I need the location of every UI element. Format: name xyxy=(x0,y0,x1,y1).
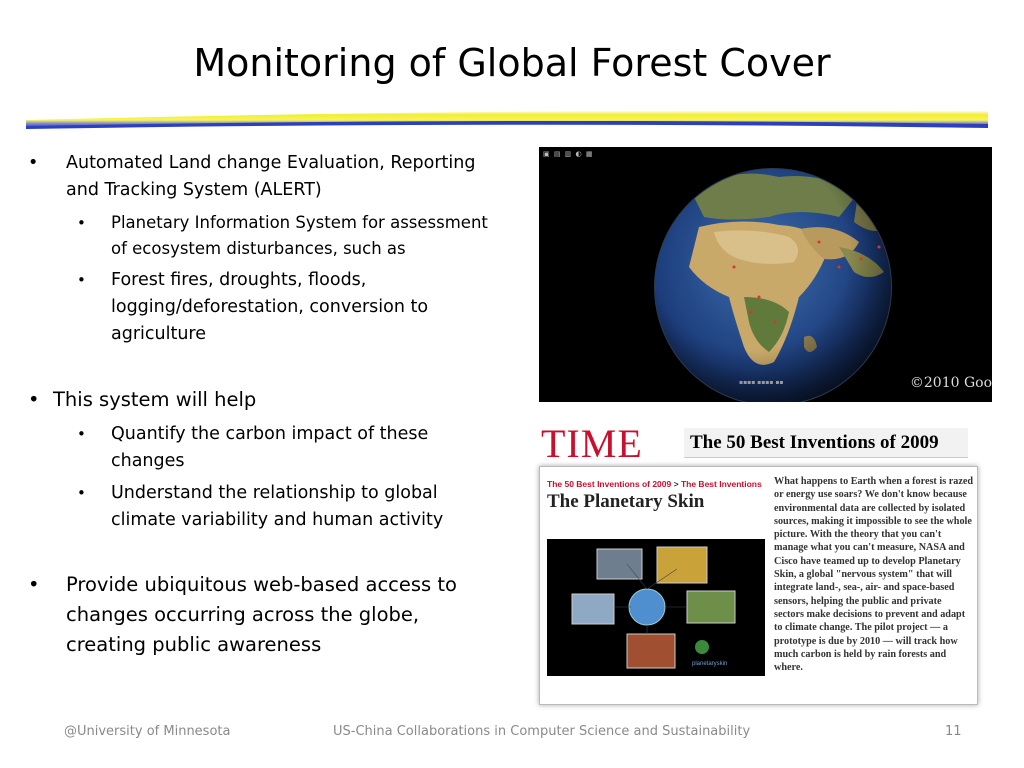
bullet-list xyxy=(24,150,494,660)
bullet-marker: • xyxy=(77,214,86,232)
bullet-marker: • xyxy=(77,425,86,443)
bullet-marker: • xyxy=(28,573,40,596)
bullet-web-access xyxy=(24,570,494,660)
bullet-text: Planetary Information System for assessment of ecosystem disturbances, such as xyxy=(111,213,488,258)
page-number: 11 xyxy=(945,724,962,739)
breadcrumb-link: The Best Inventions xyxy=(680,479,762,489)
bullet-marker: • xyxy=(28,388,40,411)
bullet-text: Automated Land change Evaluation, Reporting and Tracking System (ALERT) xyxy=(66,153,476,200)
time-article-header: The 50 Best Inventions of 2009 xyxy=(684,428,968,458)
bullet-marker: • xyxy=(77,484,86,502)
time-logo: TIME xyxy=(541,421,643,466)
bullet-system-help xyxy=(24,386,494,413)
footer-title: US-China Collaborations in Computer Science and Sustainability xyxy=(333,724,751,739)
bullet-alert xyxy=(24,150,494,204)
article-breadcrumb xyxy=(547,479,762,489)
sub-bullet-forest-fires xyxy=(24,267,494,348)
breadcrumb-link: The 50 Best Inventions of 2009 xyxy=(547,479,672,489)
globe-toolbar-icons: ▣ ▤ ▥ ◐ ▦ xyxy=(543,150,594,158)
title-divider-bar xyxy=(26,108,988,130)
time-article-card xyxy=(539,466,978,705)
globe-image-credit: ▪▪▪▪ ▪▪▪▪ ▪▪ xyxy=(739,379,784,386)
slide-title: Monitoring of Global Forest Cover xyxy=(193,41,831,85)
breadcrumb-separator: > xyxy=(673,479,679,489)
sub-bullet-planetary xyxy=(24,210,494,262)
sub-bullet-understand xyxy=(24,480,494,534)
globe-image xyxy=(539,147,992,402)
article-body-text: What happens to Earth when a forest is razed or energy use soars? We don't know because environmental data are collected by isolated sources, making it impossible to see the whole picture. With the theory that you can't manage what you can't measure, NASA and Cisco have teamed up to develop Planetary Skin, a global "nervous system" that will integrate land-, sea-, air- and space-based sensors, helping the public and private sectors make decisions to prevent and adapt to climate change. The pilot project — a prototype is due by 2010 — will track how much carbon is held by rain forests and where. xyxy=(774,476,974,674)
planetary-skin-image xyxy=(547,539,765,676)
bullet-marker: • xyxy=(77,271,86,289)
bullet-text: Forest fires, droughts, floods, logging/deforestation, conversion to agriculture xyxy=(111,270,429,344)
bullet-text: Understand the relationship to global climate variability and human activity xyxy=(111,483,444,530)
footer-affiliation: @University of Minnesota xyxy=(64,724,231,739)
bullet-text: Quantify the carbon impact of these changes xyxy=(111,424,429,471)
bullet-marker: • xyxy=(28,153,39,173)
bullet-text: This system will help xyxy=(53,388,257,411)
bullet-text: Provide ubiquitous web-based access to changes occurring across the globe, creating public awareness xyxy=(66,573,457,656)
sub-bullet-quantify xyxy=(24,421,494,475)
planetary-skin-caption: planetaryskin xyxy=(692,661,728,667)
earth-globe-icon xyxy=(539,147,992,402)
globe-watermark: ©2010 Goo xyxy=(909,375,992,391)
article-headline: The Planetary Skin xyxy=(547,491,705,512)
